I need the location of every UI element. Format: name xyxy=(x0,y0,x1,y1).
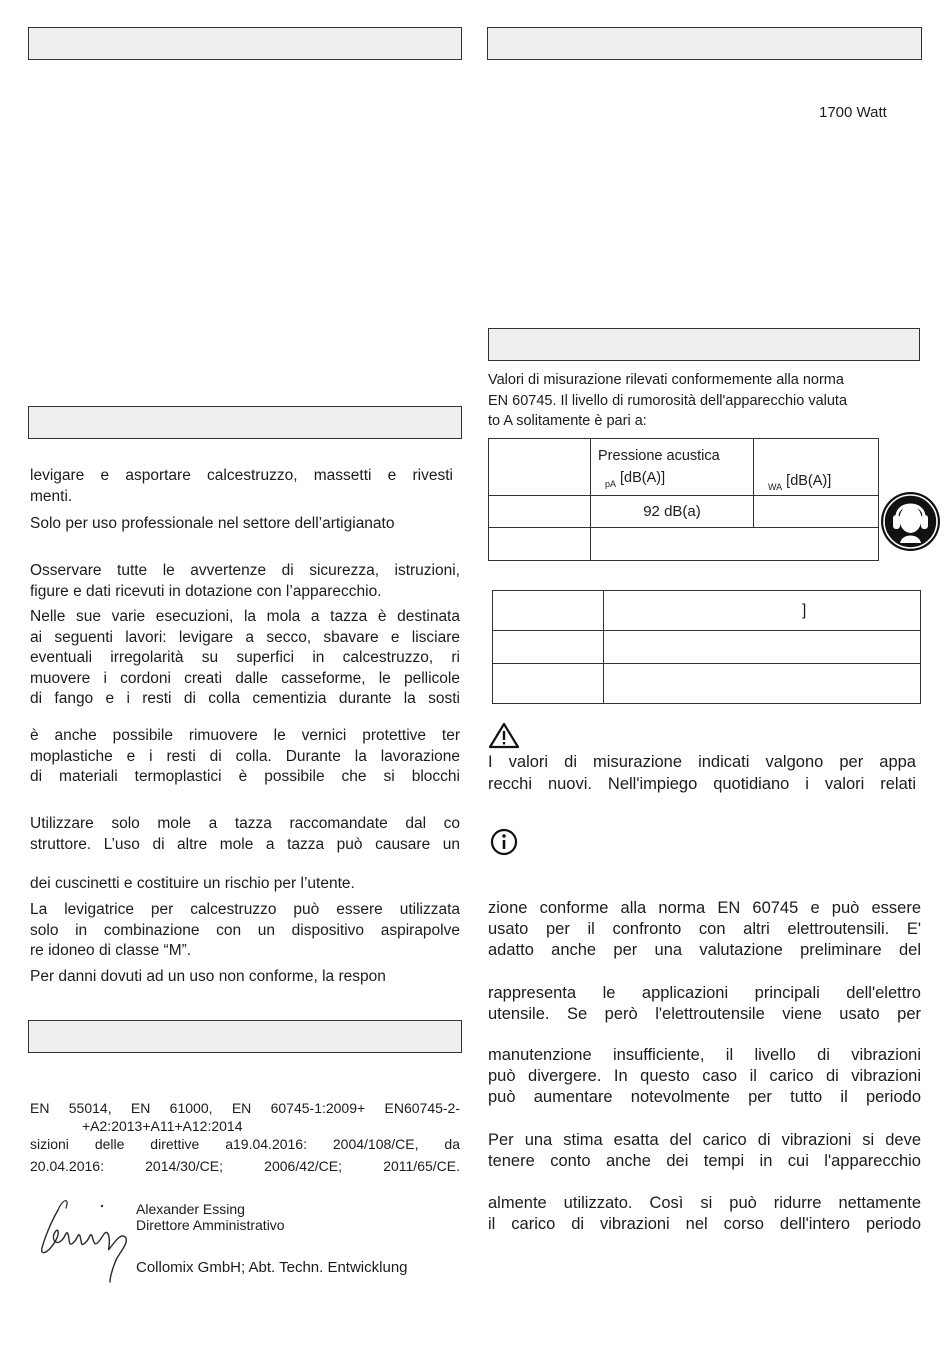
text-line: figure e dati ricevuti in dotazione con l’apparecchio. xyxy=(30,582,382,600)
text-line: solo in combinazione con un dispositivo aspirapolve xyxy=(30,921,460,939)
warning-triangle-icon xyxy=(488,722,520,749)
text-line: utensile. Se però l'elettroutensile viene usato per xyxy=(488,1005,921,1023)
text-line: EN 55014, EN 61000, EN 60745-1:2009+ EN60745-2- xyxy=(30,1100,460,1116)
text-line: Nelle sue varie esecuzioni, la mola a tazza è destinata xyxy=(30,608,460,625)
pressure-unit-line xyxy=(598,467,753,490)
professional-use-text: Solo per uso professionale nel settore dell’artigianato xyxy=(30,515,395,532)
section-header-bar-intended-use xyxy=(28,406,462,439)
text-line: to A solitamente è pari a: xyxy=(488,413,647,429)
vibration-info-paragraph-1 xyxy=(488,898,921,961)
pressure-unit: [dB(A)] xyxy=(620,469,666,486)
text-line: almente utilizzato. Così si può ridurre nettamente xyxy=(488,1194,921,1212)
noise-intro xyxy=(488,370,847,432)
text-line: 20.04.2016: 2014/30/CE; 2006/42/CE; 2011/65/CE. xyxy=(30,1158,460,1174)
company-name: Collomix GmbH; Abt. Techn. Entwicklung xyxy=(136,1259,408,1276)
ear-protection-icon xyxy=(880,491,941,552)
text-line: struttore. L’uso di altre mole a tazza può causare un xyxy=(30,835,460,853)
text-line: +A2:2013+A11+A12:2014 xyxy=(82,1118,243,1134)
table-cell xyxy=(604,664,921,704)
signer-name: Alexander Essing xyxy=(136,1201,245,1217)
coatings-paragraph xyxy=(30,726,460,788)
table-cell xyxy=(493,631,604,664)
text-line: Per una stima esatta del carico di vibrazioni si deve xyxy=(488,1131,921,1149)
text-line: EN 60745. Il livello di rumorosità dell'apparecchio valuta xyxy=(488,392,848,409)
text-line: sizioni delle direttive a19.04.2016: 2004/108/CE, da xyxy=(30,1136,460,1152)
liability-text: Per danni dovuti ad un uso non conforme, la respon xyxy=(30,968,386,985)
warning-paragraph xyxy=(488,752,916,795)
text-line: usato per il confronto con altri elettroutensili. E' xyxy=(488,920,921,938)
section-header-bar-conformity xyxy=(28,1020,462,1053)
table-cell xyxy=(754,439,879,496)
noise-table xyxy=(488,438,879,561)
vibration-table xyxy=(492,590,921,704)
signature-image xyxy=(36,1190,132,1285)
signer-role: Direttore Amministrativo xyxy=(136,1217,285,1233)
power-value: 1700 Watt xyxy=(819,104,887,121)
intended-use-paragraph xyxy=(30,466,453,507)
table-cell xyxy=(591,439,754,496)
table-cell xyxy=(493,591,604,631)
text-line: Valori di misurazione rilevati conformemente alla norma xyxy=(488,372,844,388)
text-line: ai seguenti lavori: levigare a secco, sbavare e lisciare xyxy=(30,628,460,646)
section-header-bar-top-right xyxy=(487,27,922,60)
pressure-header: Pressione acustica xyxy=(598,447,720,464)
section-header-bar-top-left xyxy=(28,27,462,60)
table-cell xyxy=(604,631,921,664)
text-line: zione conforme alla norma EN 60745 e può essere xyxy=(488,899,921,917)
table-cell xyxy=(489,496,591,528)
text-line: eventuali irregolarità su superfici in calcestruzzo, ri xyxy=(30,649,460,666)
text-line: è anche possibile rimuovere le vernici protettive ter xyxy=(30,727,460,744)
text-line: può aumentare notevolmente per tutto il periodo xyxy=(488,1088,921,1106)
power-level-unit: [dB(A)] xyxy=(786,473,832,489)
vibration-info-paragraph-2 xyxy=(488,983,921,1025)
vibration-info-paragraph-3 xyxy=(488,1045,921,1108)
info-icon xyxy=(490,828,518,856)
table-cell xyxy=(489,439,591,496)
section-header-bar-noise xyxy=(488,328,920,361)
cup-wheel-paragraph xyxy=(30,607,460,710)
text-line: La levigatrice per calcestruzzo può essere utilizzata xyxy=(30,901,460,918)
vibration-info-paragraph-4 xyxy=(488,1130,921,1172)
text-line: di materiali termoplastici è possibile che si blocchi xyxy=(30,768,460,785)
text-line: muovere i cordoni creati dalle casseforme, le pellicole xyxy=(30,669,460,687)
text-line: I valori di misurazione indicati valgono per appa xyxy=(488,753,916,771)
text-line: può divergere. In questo caso il carico di vibrazioni xyxy=(488,1067,921,1085)
bearings-text: dei cuscinetti e costituire un rischio per l’utente. xyxy=(30,875,355,892)
text-line: menti. xyxy=(30,487,73,505)
recommended-wheels-paragraph xyxy=(30,814,460,855)
extractor-paragraph xyxy=(30,900,460,962)
wa-subscript: WA xyxy=(768,482,783,492)
text-line: tenere conto anche dei tempi in cui l'apparecchio xyxy=(488,1152,921,1170)
text-line: rappresenta le applicazioni principali dell'elettro xyxy=(488,984,921,1002)
text-line: moplastiche e i resti di colla. Durante la lavorazione xyxy=(30,747,460,765)
text-line: adatto anche per una valutazione preliminare del xyxy=(488,941,921,959)
text-line: Utilizzare solo mole a tazza raccomandate dal co xyxy=(30,815,460,832)
text-line: Osservare tutte le avvertenze di sicurezza, istruzioni, xyxy=(30,562,460,579)
safety-paragraph xyxy=(30,561,460,602)
pa-subscript: pA xyxy=(605,478,617,489)
text-line: re idoneo di classe “M”. xyxy=(30,942,192,959)
text-line: il carico di vibrazioni nel corso dell'intero periodo xyxy=(488,1215,921,1233)
text-line: levigare e asportare calcestruzzo, massetti e rivesti xyxy=(30,467,453,484)
vibration-unit-cell xyxy=(604,591,921,631)
table-cell xyxy=(493,664,604,704)
table-cell xyxy=(489,528,591,561)
vibration-info-paragraph-5 xyxy=(488,1193,921,1235)
text-line: di fango e i resti di colla cementizia durante la sosti xyxy=(30,690,460,707)
text-line: recchi nuovi. Nell'impiego quotidiano i valori relati xyxy=(488,774,916,793)
text-line: manutenzione insufficiente, il livello di vibrazioni xyxy=(488,1046,921,1064)
pressure-value: 92 dB(a) xyxy=(591,496,754,528)
standards-paragraph xyxy=(30,1099,460,1175)
table-cell xyxy=(754,496,879,528)
vibration-unit-bracket: ] xyxy=(802,601,807,619)
table-cell xyxy=(591,528,879,561)
